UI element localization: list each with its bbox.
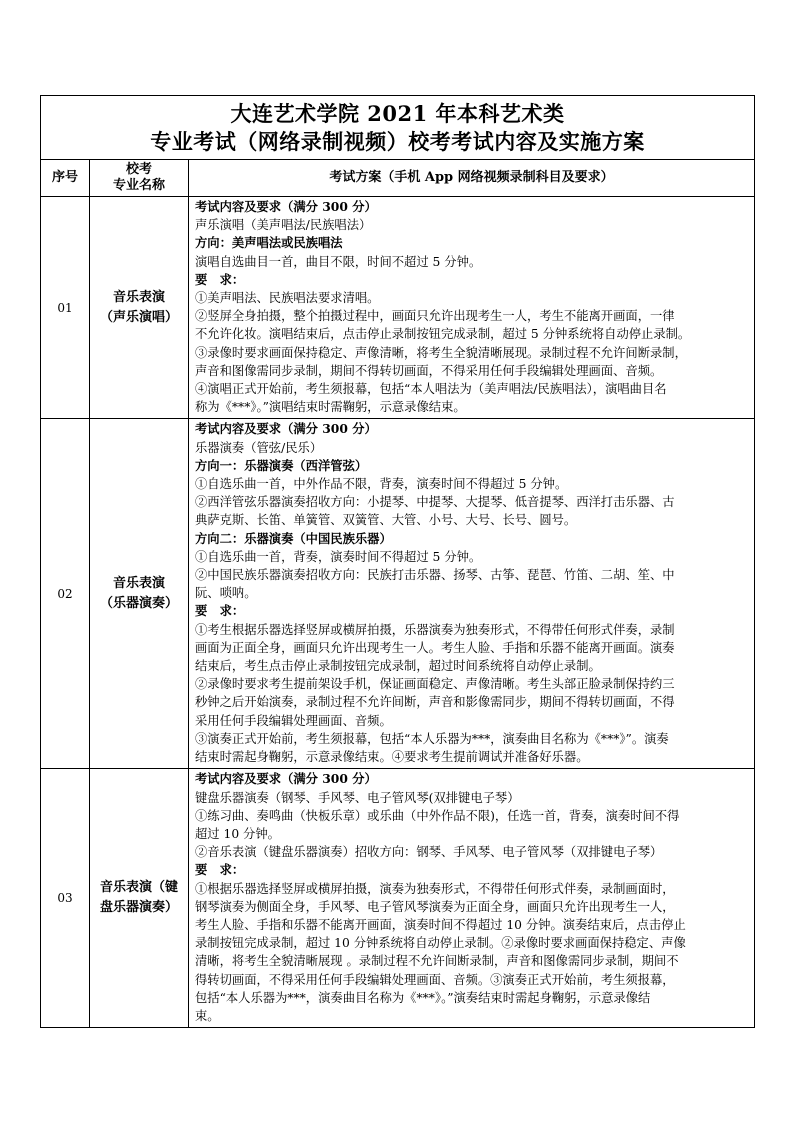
section-heading: 要 求： bbox=[195, 603, 245, 619]
exam-content bbox=[189, 197, 755, 419]
table-row bbox=[41, 769, 755, 1028]
header-row bbox=[41, 160, 755, 197]
content-line: 典萨克斯、长笛、单簧管、双簧管、大管、小号、大号、长号、圆号。 bbox=[195, 513, 577, 528]
content-line: ③录像时要求画面保持稳定、声像清晰，将考生全貌清晰展现。录制过程不允许间断录制， bbox=[195, 345, 687, 360]
major-name bbox=[90, 419, 189, 769]
content-line: 键盘乐器演奏（钢琴、手风琴、电子管风琴(双排键电子琴） bbox=[195, 790, 520, 805]
major-name-line: 音乐表演 bbox=[112, 575, 165, 591]
section-heading: 方向：美声唱法或民族唱法 bbox=[195, 235, 343, 251]
row-number: 03 bbox=[41, 769, 90, 1028]
content-line: 阮、唢呐。 bbox=[195, 586, 257, 601]
major-name-line: 音乐表演（键 bbox=[99, 880, 178, 896]
content-line: ①练习曲、奏鸣曲（快板乐章）或乐曲（中外作品不限)，任选一首，背奏，演奏时间不得 bbox=[195, 808, 680, 823]
content-line: 钢琴演奏为侧面全身，手风琴、电子管风琴演奏为正面全身，画面只允许出现考生一人， bbox=[195, 899, 675, 914]
content-line: 声音和图像需同步录制，期间不得转切画面，不得采用任何手段编辑处理画面、音频。 bbox=[195, 363, 663, 378]
content-line: 束。 bbox=[195, 1008, 220, 1023]
section-heading: 考试内容及要求（满分 300 分） bbox=[195, 199, 377, 214]
content-line: ②中国民族乐器演奏招收方向：民族打击乐器、扬琴、古筝、琵琶、竹笛、二胡、笙、中 bbox=[195, 568, 675, 583]
row-number: 01 bbox=[41, 197, 90, 419]
content-line: ①美声唱法、民族唱法要求清唱。 bbox=[195, 291, 380, 306]
exam-content bbox=[189, 769, 755, 1028]
content-line: ①自选乐曲一首，中外作品不限，背奏，演奏时间不得超过 5 分钟。 bbox=[195, 477, 568, 492]
content-line: 不允许化妆。演唱结束后，点击停止录制按钮完成录制，超过 5 分钟系统将自动停止录制。 bbox=[195, 327, 691, 342]
table-row bbox=[41, 197, 755, 419]
header-major-line2: 专业名称 bbox=[112, 178, 165, 193]
content-line: 超过 10 分钟。 bbox=[195, 826, 280, 841]
exam-content bbox=[189, 419, 755, 769]
section-heading: 要 求： bbox=[195, 862, 245, 878]
page-subtitle: 专业考试（网络录制视频）校考考试内容及实施方案 bbox=[150, 128, 645, 154]
content-line: 演唱自选曲目一首，曲目不限，时间不超过 5 分钟。 bbox=[195, 254, 482, 269]
section-heading: 要 求： bbox=[195, 271, 245, 287]
content-line: ②录像时要求考生提前架设手机，保证画面稳定、声像清晰。考生头部正脸录制保持约三 bbox=[195, 677, 675, 692]
content-line: ①根据乐器选择竖屏或横屏拍摄，演奏为独奏形式，不得带任何形式伴奏，录制画面时， bbox=[195, 881, 675, 896]
content-line: 声乐演唱（美声唱法/民族唱法） bbox=[195, 218, 372, 233]
content-line: ③演奏正式开始前，考生须报幕，包括“本人乐器为***，演奏曲目名称为《***》”。演奏 bbox=[195, 731, 669, 746]
title-cell bbox=[41, 96, 755, 160]
page-title: 大连艺术学院 2021 年本科艺术类 bbox=[230, 100, 565, 126]
content-line: ①考生根据乐器选择竖屏或横屏拍摄，乐器演奏为独奏形式，不得带任何形式伴奏，录制 bbox=[195, 622, 675, 637]
major-name-line: （乐器演奏） bbox=[99, 595, 178, 611]
header-major bbox=[90, 160, 189, 197]
content-line: 秒钟之后开始演奏，录制过程不允许间断，声音和影像需同步，期间不得转切画面，不得 bbox=[195, 695, 675, 710]
content-line: 得转切画面，不得采用任何手段编辑处理画面、音频。③演奏正式开始前，考生须报幕， bbox=[195, 972, 675, 987]
content-line: 录制按钮完成录制，超过 10 分钟系统将自动停止录制。②录像时要求画面保持稳定、声像 bbox=[195, 936, 686, 951]
content-line: ②西洋管弦乐器演奏招收方向：小提琴、中提琴、大提琴、低音提琴、西洋打击乐器、古 bbox=[195, 495, 675, 510]
exam-plan-table bbox=[40, 95, 755, 1028]
major-name-line: 盘乐器演奏） bbox=[99, 900, 178, 916]
header-seq: 序号 bbox=[41, 160, 90, 197]
content-line: ①自选乐曲一首，背奏，演奏时间不得超过 5 分钟。 bbox=[195, 549, 482, 564]
content-line: 采用任何手段编辑处理画面、音频。 bbox=[195, 713, 392, 728]
major-name bbox=[90, 769, 189, 1028]
content-line: ②竖屏全身拍摄，整个拍摄过程中，画面只允许出现考生一人，考生不能离开画面，一律 bbox=[195, 309, 675, 324]
section-heading: 考试内容及要求（满分 300 分） bbox=[195, 421, 377, 437]
content-line: 乐器演奏（管弦/民乐） bbox=[195, 440, 323, 455]
content-line: ②音乐表演（键盘乐器演奏）招收方向：钢琴、手风琴、电子管风琴（双排键电子琴） bbox=[195, 845, 663, 860]
content-line: 考生人脸、手指和乐器不能离开画面，演奏时间不得超过 10 分钟。演奏结束后，点击停止 bbox=[195, 917, 686, 932]
header-plan: 考试方案（手机 App 网络视频录制科目及要求） bbox=[189, 160, 755, 197]
major-name-line: 音乐表演 bbox=[112, 289, 165, 305]
major-name-line: （声乐演唱） bbox=[99, 309, 178, 325]
content-line: 包括“本人乐器为***，演奏曲目名称为《***》。”演奏结束时需起身鞠躬，示意录像结 bbox=[195, 990, 651, 1005]
table-row bbox=[41, 419, 755, 769]
content-line: 画面为正面全身，画面只允许出现考生一人。考生人脸、手指和乐器不能离开画面。演奏 bbox=[195, 640, 675, 655]
section-heading: 方向二：乐器演奏（中国民族乐器） bbox=[195, 530, 392, 546]
title-row bbox=[41, 96, 755, 160]
content-line: 结束时需起身鞠躬，示意录像结束。④要求考生提前调试并准备好乐器。 bbox=[195, 750, 589, 765]
section-heading: 考试内容及要求（满分 300 分） bbox=[195, 771, 377, 787]
content-line: 清晰，将考生全貌清晰展现 。录制过程不允许间断录制，声音和图像需同步录制，期间不 bbox=[195, 954, 679, 969]
content-line: 称为《***》。”演唱结束时需鞠躬，示意录像结束。 bbox=[195, 400, 466, 415]
content-line: 结束后，考生点击停止录制按钮完成录制，超过时间系统将自动停止录制。 bbox=[195, 659, 601, 674]
table-body bbox=[41, 197, 755, 1028]
major-name bbox=[90, 197, 189, 419]
section-heading: 方向一：乐器演奏（西洋管弦） bbox=[195, 457, 368, 473]
content-line: ④演唱正式开始前，考生须报幕，包括“本人唱法为（美声唱法/民族唱法），演唱曲目名 bbox=[195, 382, 667, 397]
header-major-line1: 校考 bbox=[125, 162, 152, 177]
row-number: 02 bbox=[41, 419, 90, 769]
